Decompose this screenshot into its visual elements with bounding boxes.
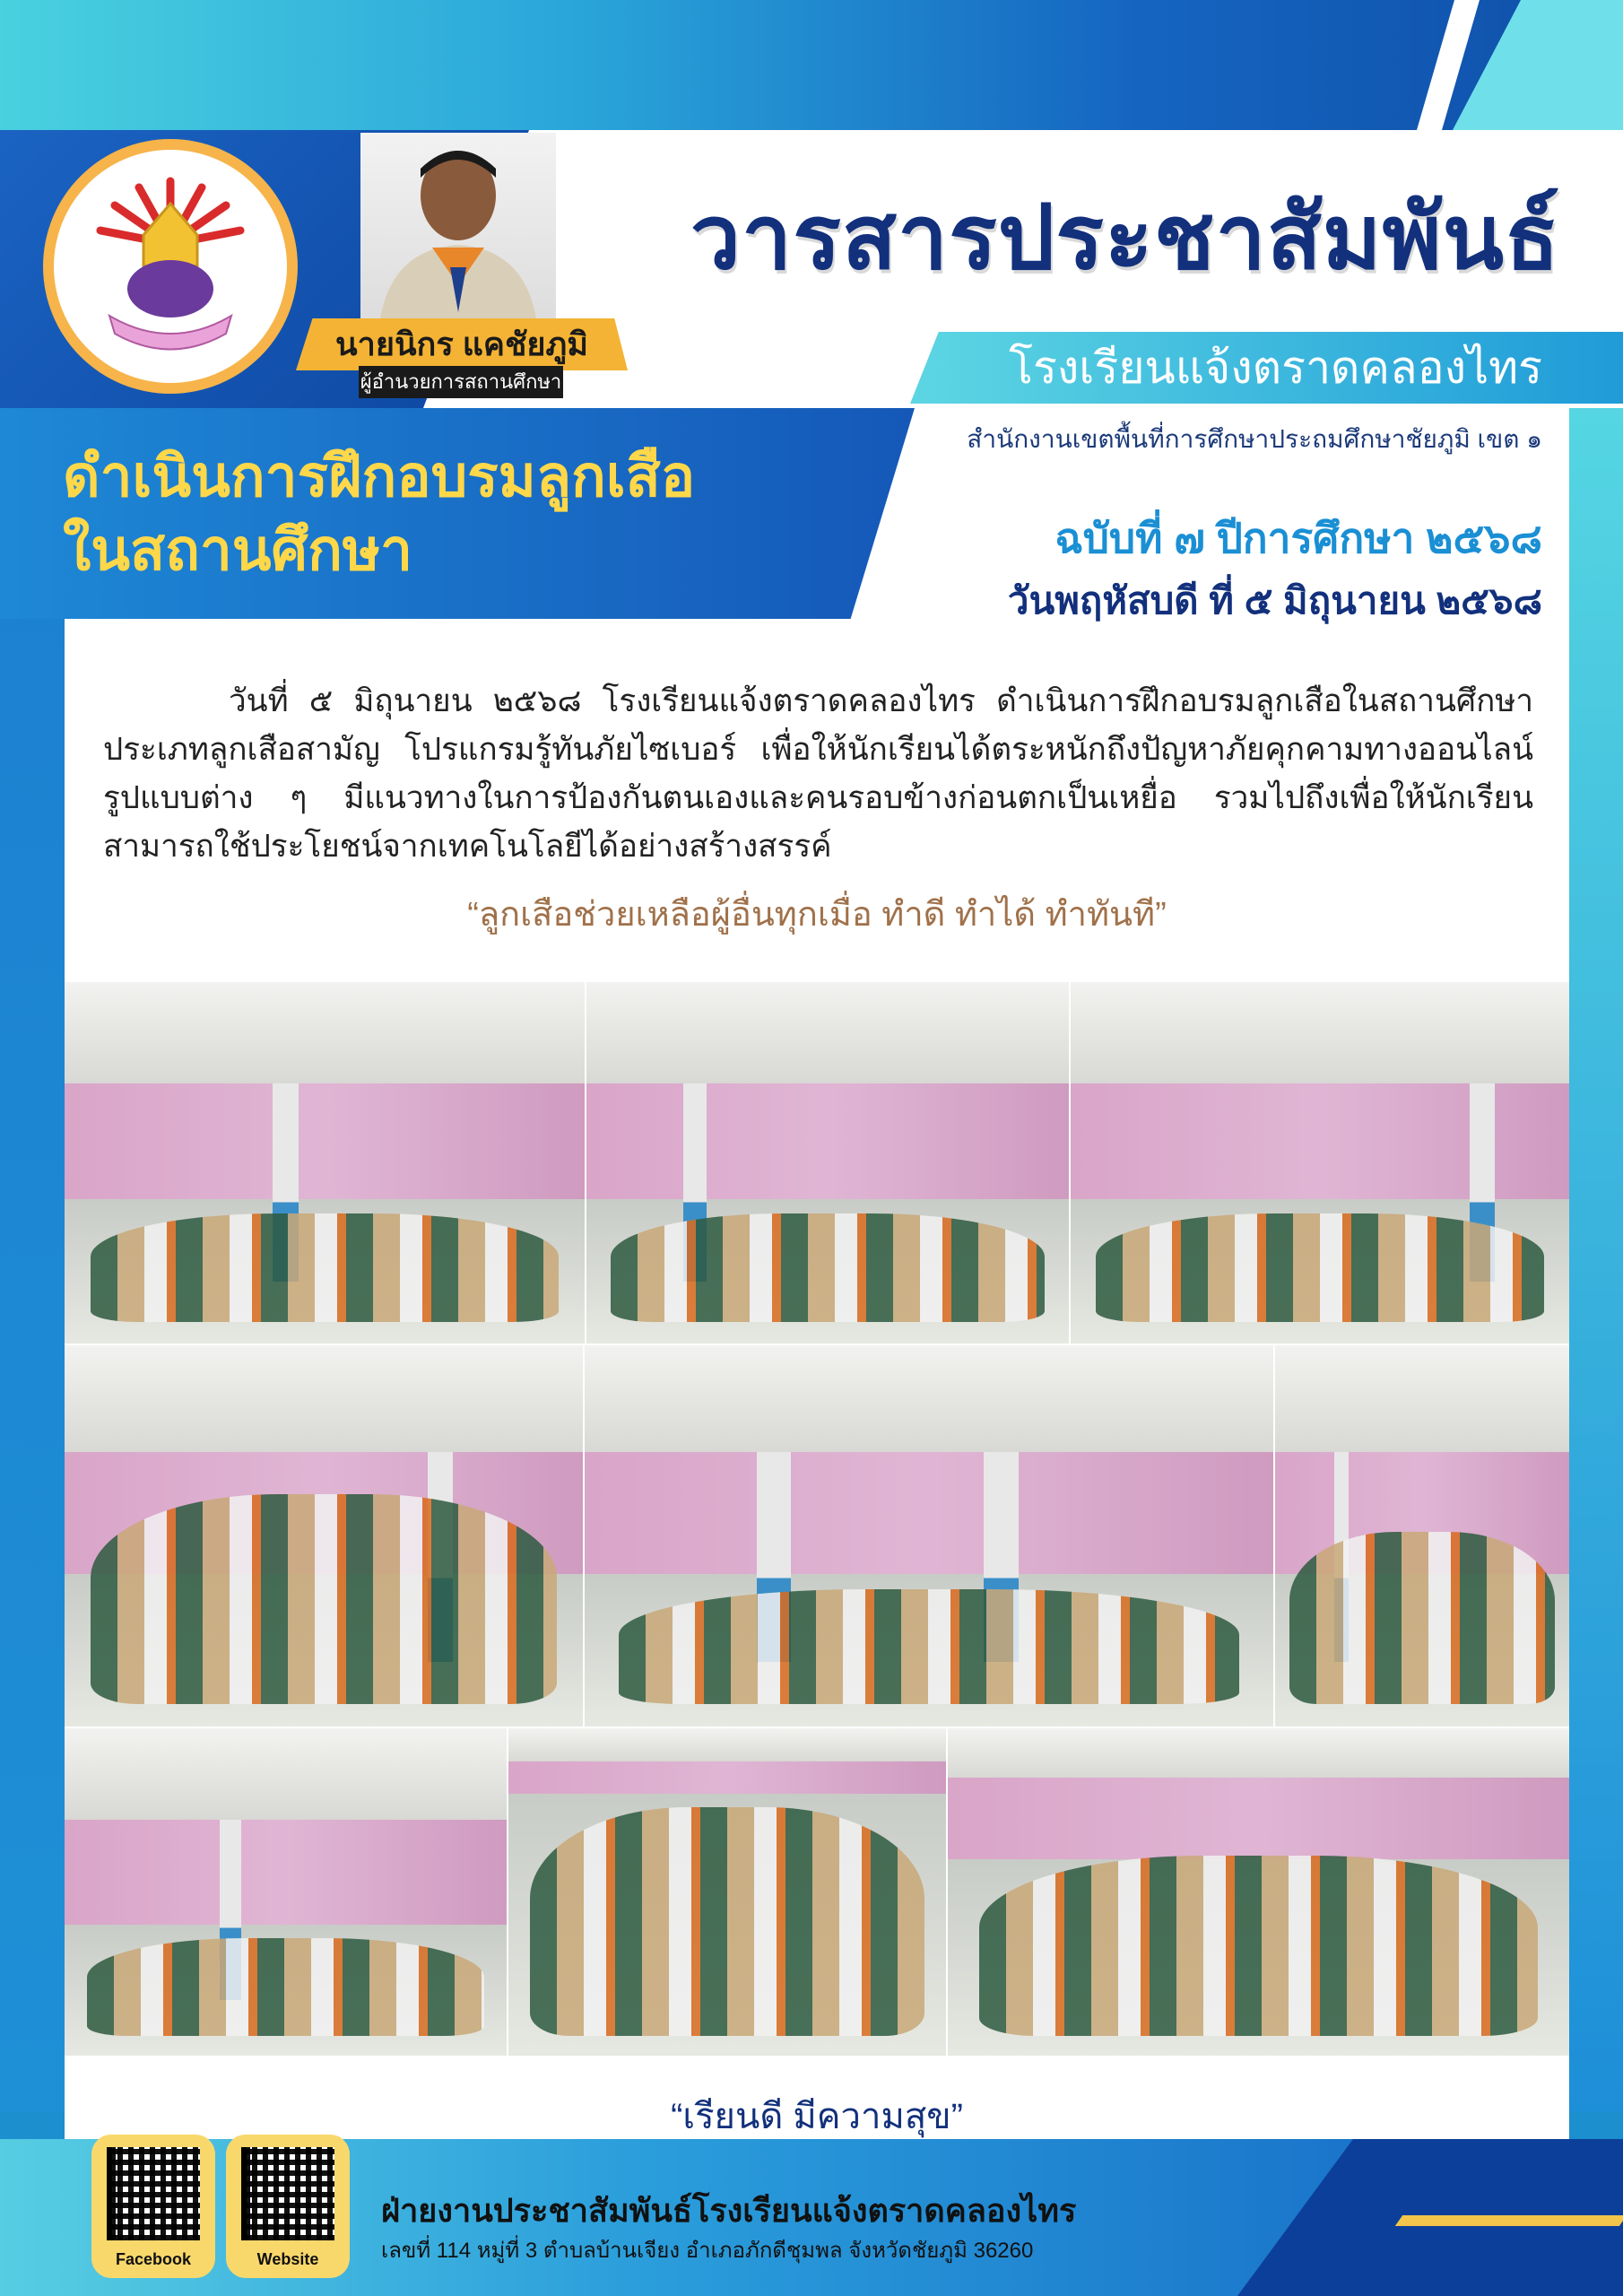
footer-gold-stripe	[1395, 2215, 1623, 2226]
activity-photo-9	[948, 1728, 1569, 2056]
website-qr-code-icon[interactable]	[241, 2147, 334, 2240]
school-name: โรงเรียนแจ้งตราดคลองไทร	[1009, 343, 1542, 393]
school-logo-inner	[54, 150, 287, 383]
issue-number: ฉบับที่ ๗ ปีการศึกษา ๒๕๖๘	[1055, 515, 1542, 561]
director-portrait-icon	[360, 133, 556, 330]
activity-photo-8	[508, 1728, 946, 2056]
activity-photo-5	[585, 1345, 1273, 1726]
school-emblem-icon	[54, 150, 287, 383]
website-qr-label: Website	[256, 2250, 319, 2268]
footer-title: ฝ่ายงานประชาสัมพันธ์โรงเรียนแจ้งตราดคลองไทร	[381, 2192, 1077, 2229]
director-photo	[360, 133, 556, 330]
activity-photo-7	[65, 1728, 507, 2056]
article-body: วันที่ ๕ มิถุนายน ๒๕๖๘ โรงเรียนแจ้งตราดคลองไทร ดำเนินการฝึกอบรมลูกเสือในสถานศึกษา ประเภทลูกเสือสามัญ โปรแกรมรู้ทันภัยไซเบอร์ เพื่อให้นักเรียนได้ตระหนักถึงปัญหาภัยคุกคามทางออนไลน์ รูปแบบต่าง ๆ มีแนวทางในการป้องกันตนเองและคนรอบข้างก่อนตกเป็นเหยื่อ รวมไปถึงเพื่อให้นักเรียน สามารถใช้ประโยชน์จากเทคโนโลยีได้อย่างสร้างสรรค์	[103, 683, 1533, 864]
headline-line-1: ดำเนินการฝึกอบรมลูกเสือ	[63, 444, 696, 509]
footer-address: เลขที่ 114 หมู่ที่ 3 ตำบลบ้านเจียง อำเภอภักดีชุมพล จังหวัดชัยภูมิ 36260	[381, 2239, 1034, 2263]
scout-motto: “ลูกเสือช่วยเหลือผู้อื่นทุกเมื่อ ทำดี ทำได้ ทำทันที”	[467, 896, 1167, 934]
activity-photo-4	[65, 1345, 583, 1726]
left-side-border	[0, 408, 65, 2112]
top-banner	[0, 0, 1623, 130]
director-role: ผู้อำนวยการสถานศึกษา	[359, 366, 563, 398]
article-headline	[63, 439, 870, 601]
activity-photo-3	[1071, 982, 1569, 1344]
education-office-name: สำนักงานเขตพื้นที่การศึกษาประถมศึกษาชัยภูมิ เขต ๑	[967, 425, 1542, 453]
headline-line-2: ในสถานศึกษา	[63, 517, 412, 582]
activity-photo-2	[586, 982, 1069, 1344]
director-name: นายนิกร แคชัยภูมิ	[335, 326, 588, 362]
facebook-qr-code-icon[interactable]	[107, 2147, 200, 2240]
right-side-border	[1569, 408, 1623, 2112]
activity-photo-1	[65, 982, 585, 1344]
facebook-qr-label: Facebook	[115, 2250, 192, 2268]
issue-date: วันพฤหัสบดี ที่ ๕ มิถุนายน ๒๕๖๘	[1007, 579, 1542, 622]
website-qr-card[interactable]	[226, 2135, 350, 2278]
newsletter-title: วารสารประชาสัมพันธ์	[690, 187, 1560, 288]
school-tagline: “เรียนดี มีความสุข”	[671, 2097, 963, 2136]
facebook-qr-card[interactable]	[91, 2135, 215, 2278]
activity-photo-6	[1275, 1345, 1569, 1726]
